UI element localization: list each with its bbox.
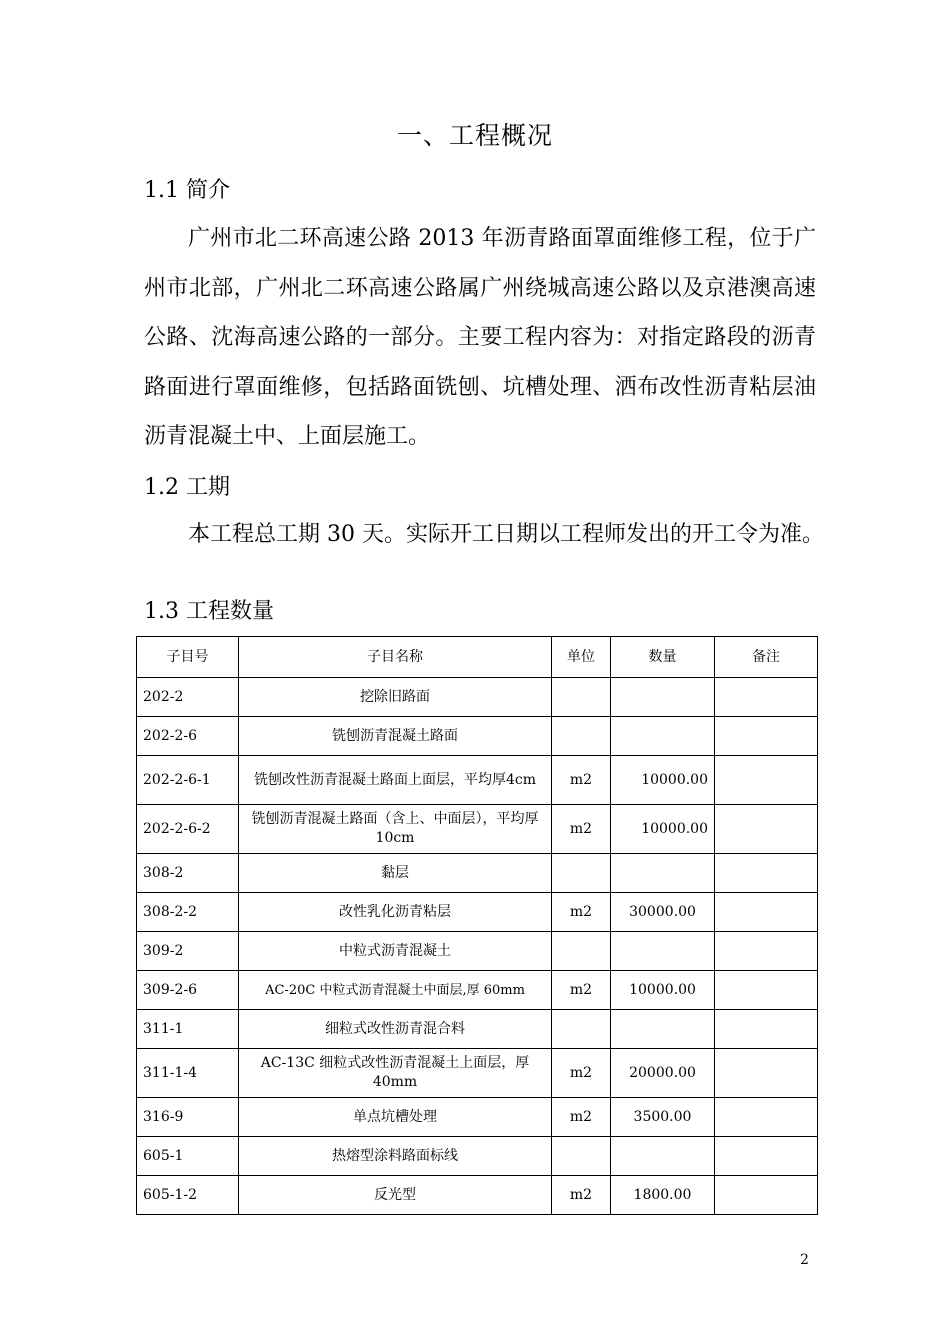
cell-note bbox=[715, 678, 818, 717]
table-row bbox=[137, 1010, 818, 1049]
cell-unit: m2 bbox=[552, 756, 611, 805]
cell-unit: m2 bbox=[552, 805, 611, 854]
cell-unit bbox=[552, 854, 611, 893]
cell-quantity bbox=[611, 932, 715, 971]
intro-paragraph: 广州市北二环高速公路 2013 年沥青路面罩面维修工程，位于广州市北部，广州北二环高速公路属广州绕城高速公路以及京港澳高速公路、沈海高速公路的一部分。主要工程内容为：对指定路段的沥青路面进行罩面维修，包括路面铣刨、坑槽处理、洒布改性沥青粘层油沥青混凝土中、上面层施工。 bbox=[144, 226, 816, 449]
cell-quantity: 1800.00 bbox=[611, 1176, 715, 1215]
page-title: 一、工程概况 bbox=[396, 121, 553, 150]
table-row bbox=[137, 805, 818, 854]
cell-note bbox=[715, 1049, 818, 1098]
cell-unit: m2 bbox=[552, 1098, 611, 1137]
cell-note bbox=[715, 971, 818, 1010]
cell-note bbox=[715, 932, 818, 971]
cell-unit bbox=[552, 932, 611, 971]
cell-note bbox=[715, 717, 818, 756]
cell-name: 黏层 bbox=[239, 854, 552, 893]
cell-name: 反光型 bbox=[239, 1176, 552, 1215]
cell-unit bbox=[552, 717, 611, 756]
cell-unit bbox=[552, 1010, 611, 1049]
cell-name: 单点坑槽处理 bbox=[239, 1098, 552, 1137]
cell-note bbox=[715, 893, 818, 932]
schedule-paragraph: 本工程总工期 30 天。实际开工日期以工程师发出的开工令为准。 bbox=[188, 522, 824, 547]
table-row bbox=[137, 854, 818, 893]
cell-code: 311-1 bbox=[137, 1010, 239, 1049]
table-row bbox=[137, 932, 818, 971]
cell-code: 605-1-2 bbox=[137, 1176, 239, 1215]
cell-note bbox=[715, 854, 818, 893]
cell-unit: m2 bbox=[552, 893, 611, 932]
cell-note bbox=[715, 1010, 818, 1049]
cell-code: 311-1-4 bbox=[137, 1049, 239, 1098]
cell-name: 挖除旧路面 bbox=[239, 678, 552, 717]
cell-quantity bbox=[611, 854, 715, 893]
cell-unit: m2 bbox=[552, 1049, 611, 1098]
table-row bbox=[137, 1137, 818, 1176]
cell-code: 202-2 bbox=[137, 678, 239, 717]
quantities-table bbox=[136, 636, 818, 1215]
cell-quantity: 3500.00 bbox=[611, 1098, 715, 1137]
cell-unit: m2 bbox=[552, 971, 611, 1010]
cell-code: 202-2-6 bbox=[137, 717, 239, 756]
table-row bbox=[137, 678, 818, 717]
table-row bbox=[137, 756, 818, 805]
table-row bbox=[137, 971, 818, 1010]
table-header-row bbox=[137, 637, 818, 678]
section-heading-intro: 1.1 简介 bbox=[144, 178, 230, 203]
cell-note bbox=[715, 805, 818, 854]
cell-name: 改性乳化沥青粘层 bbox=[239, 893, 552, 932]
cell-quantity bbox=[611, 717, 715, 756]
cell-code: 309-2-6 bbox=[137, 971, 239, 1010]
table-row bbox=[137, 717, 818, 756]
cell-name: 铣刨改性沥青混凝土路面上面层，平均厚4cm bbox=[239, 756, 552, 805]
cell-unit bbox=[552, 1137, 611, 1176]
table-row bbox=[137, 1049, 818, 1098]
cell-code: 605-1 bbox=[137, 1137, 239, 1176]
cell-quantity: 30000.00 bbox=[611, 893, 715, 932]
cell-code: 316-9 bbox=[137, 1098, 239, 1137]
cell-note bbox=[715, 1176, 818, 1215]
cell-note bbox=[715, 1137, 818, 1176]
table-row bbox=[137, 1176, 818, 1215]
cell-code: 202-2-6-1 bbox=[137, 756, 239, 805]
cell-note bbox=[715, 1098, 818, 1137]
header-unit: 单位 bbox=[552, 637, 611, 678]
table-row bbox=[137, 1098, 818, 1137]
section-heading-schedule: 1.2 工期 bbox=[144, 475, 230, 500]
page-number: 2 bbox=[800, 1252, 809, 1268]
cell-name: 铣刨沥青混凝土路面（含上、中面层），平均厚 10cm bbox=[239, 805, 552, 854]
header-code: 子目号 bbox=[137, 637, 239, 678]
section-heading-quantities: 1.3 工程数量 bbox=[144, 599, 274, 624]
cell-quantity: 10000.00 bbox=[611, 756, 715, 805]
cell-quantity bbox=[611, 1010, 715, 1049]
cell-code: 202-2-6-2 bbox=[137, 805, 239, 854]
cell-quantity: 10000.00 bbox=[611, 805, 715, 854]
cell-name: 细粒式改性沥青混合料 bbox=[239, 1010, 552, 1049]
cell-code: 308-2-2 bbox=[137, 893, 239, 932]
cell-name: AC-20C 中粒式沥青混凝土中面层,厚 60mm bbox=[239, 971, 552, 1010]
cell-note bbox=[715, 756, 818, 805]
table-row bbox=[137, 893, 818, 932]
header-quantity: 数量 bbox=[611, 637, 715, 678]
cell-quantity: 10000.00 bbox=[611, 971, 715, 1010]
cell-name: AC-13C 细粒式改性沥青混凝土上面层，厚40mm bbox=[239, 1049, 552, 1098]
header-name: 子目名称 bbox=[239, 637, 552, 678]
cell-name: 热熔型涂料路面标线 bbox=[239, 1137, 552, 1176]
cell-unit: m2 bbox=[552, 1176, 611, 1215]
cell-code: 309-2 bbox=[137, 932, 239, 971]
header-note: 备注 bbox=[715, 637, 818, 678]
cell-name: 铣刨沥青混凝土路面 bbox=[239, 717, 552, 756]
cell-unit bbox=[552, 678, 611, 717]
cell-quantity bbox=[611, 678, 715, 717]
cell-code: 308-2 bbox=[137, 854, 239, 893]
cell-quantity bbox=[611, 1137, 715, 1176]
cell-name: 中粒式沥青混凝土 bbox=[239, 932, 552, 971]
cell-quantity: 20000.00 bbox=[611, 1049, 715, 1098]
